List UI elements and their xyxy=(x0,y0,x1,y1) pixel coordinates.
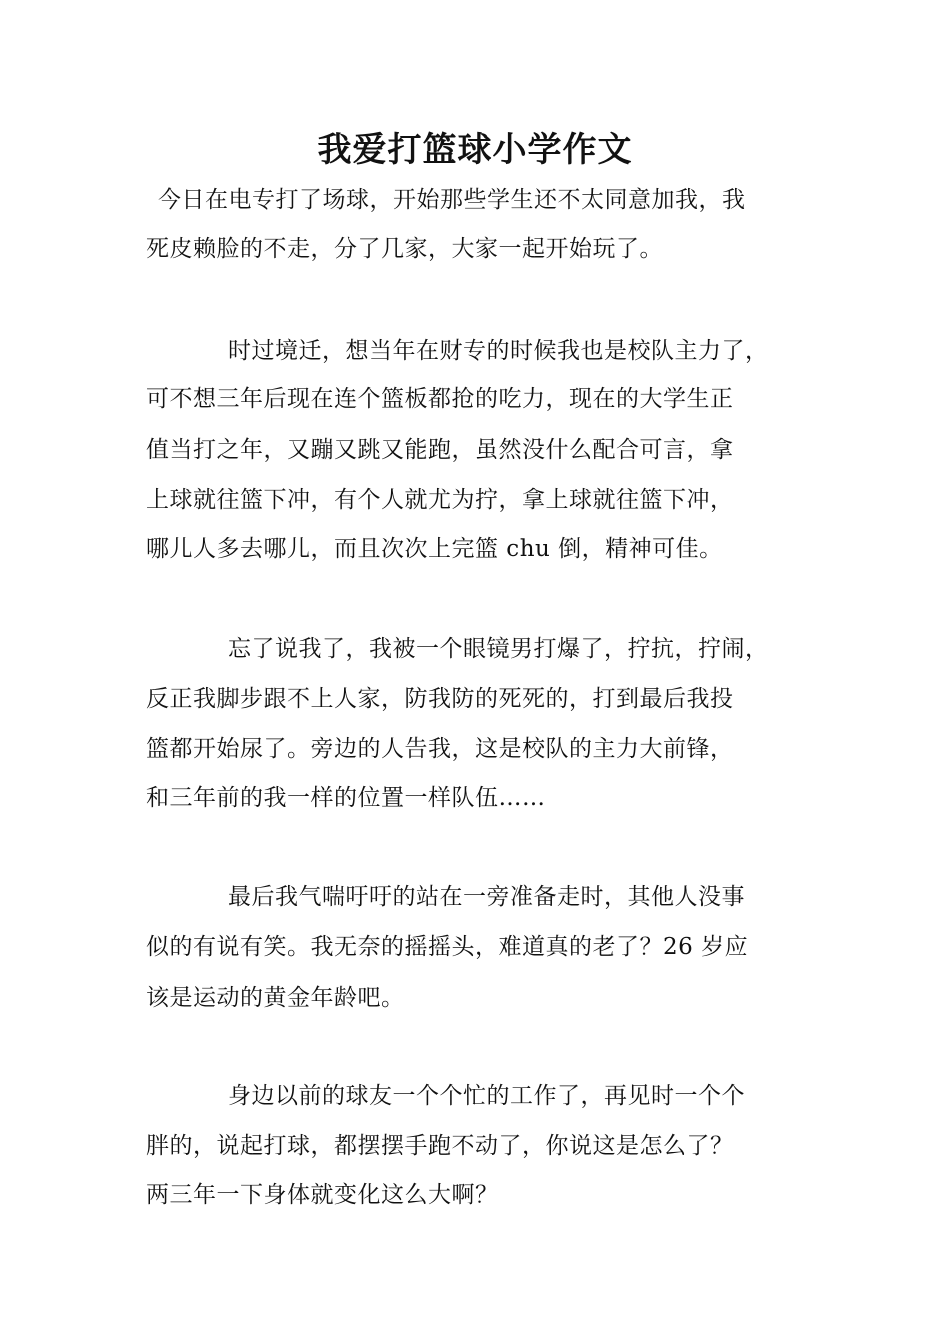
paragraph-5-line-2: 胖的，说起打球，都摆摆手跑不动了，你说这是怎么了？ xyxy=(146,1133,734,1159)
paragraph-3-line-2: 反正我脚步跟不上人家，防我防的死死的，打到最后我投 xyxy=(146,686,734,712)
paragraph-1-line-1: 今日在电专打了场球，开始那些学生还不太同意加我，我 xyxy=(158,187,746,213)
paragraph-4-line-1: 最后我气喘吁吁的站在一旁准备走时，其他人没事 xyxy=(228,884,745,910)
paragraph-2-line-1: 时过境迁，想当年在财专的时候我也是校队主力了， xyxy=(228,338,769,364)
paragraph-4-line-3: 该是运动的黄金年龄吧。 xyxy=(146,985,405,1011)
paragraph-2-line-2: 可不想三年后现在连个篮板都抢的吃力，现在的大学生正 xyxy=(146,386,734,412)
paragraph-3-line-3: 篮都开始尿了。旁边的人告我，这是校队的主力大前锋， xyxy=(146,736,734,762)
paragraph-3-line-1: 忘了说我了，我被一个眼镜男打爆了，拧抗，拧闹， xyxy=(228,636,769,662)
paragraph-3-line-4: 和三年前的我一样的位置一样队伍…… xyxy=(146,785,546,811)
paragraph-2-line-5: 哪儿人多去哪儿，而且次次上完篮 chu 倒，精神可佳。 xyxy=(146,536,723,562)
document-title: 我爱打篮球小学作文 xyxy=(317,130,633,170)
paragraph-5-line-3: 两三年一下身体就变化这么大啊？ xyxy=(146,1182,499,1208)
paragraph-2-line-3: 值当打之年，又蹦又跳又能跑，虽然没什么配合可言，拿 xyxy=(146,437,734,463)
paragraph-1-line-2: 死皮赖脸的不走，分了几家，大家一起开始玩了。 xyxy=(146,236,663,262)
paragraph-4-line-2: 似的有说有笑。我无奈的摇摇头，难道真的老了？26 岁应 xyxy=(146,934,749,960)
paragraph-5-line-1: 身边以前的球友一个个忙的工作了，再见时一个个 xyxy=(228,1083,745,1109)
paragraph-2-line-4: 上球就往篮下冲，有个人就尤为拧，拿上球就往篮下冲， xyxy=(146,487,734,513)
